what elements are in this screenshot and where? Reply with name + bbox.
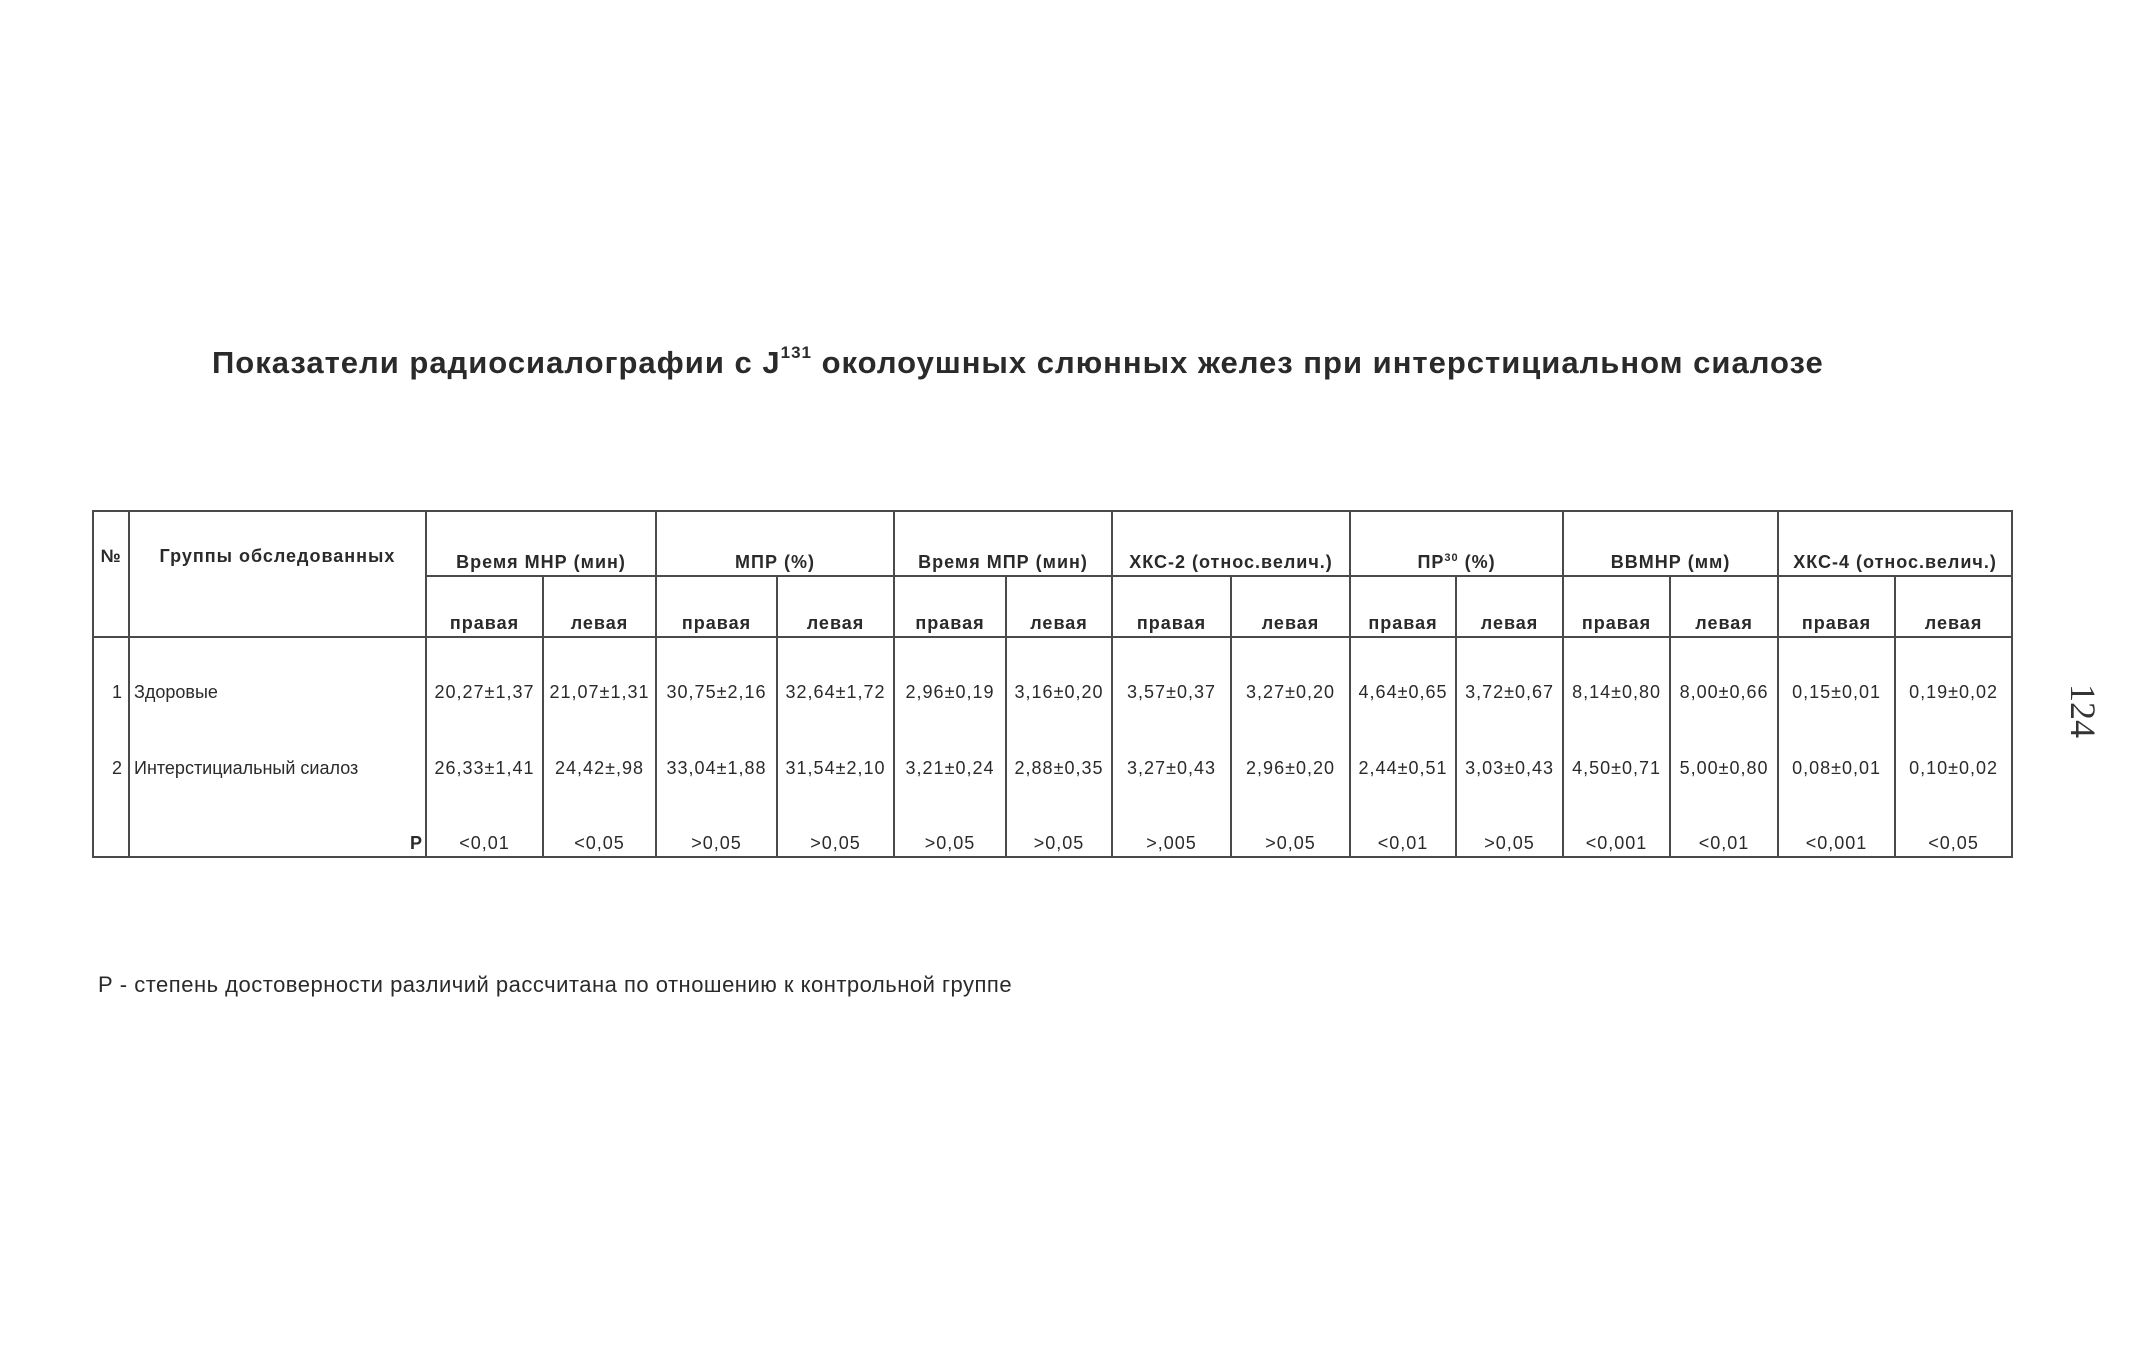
p-cell: >,005: [1112, 798, 1231, 857]
p-cell: <0,01: [1670, 798, 1778, 857]
table-row-p-value: [93, 798, 2012, 857]
p-cell: >0,05: [894, 798, 1006, 857]
subheader-left: левая: [777, 576, 894, 637]
table-cell: 8,14±0,80: [1563, 637, 1670, 738]
table-cell: 30,75±2,16: [656, 637, 777, 738]
table-cell: 3,27±0,43: [1112, 738, 1231, 798]
title-text: Показатели радиосиалографии с J: [212, 345, 781, 380]
table-cell: 4,50±0,71: [1563, 738, 1670, 798]
p-cell: <0,001: [1563, 798, 1670, 857]
subheader-left: левая: [1456, 576, 1563, 637]
p-cell: >0,05: [1006, 798, 1112, 857]
subheader-right: правая: [426, 576, 543, 637]
header-vvmnr: ВВМНР (мм): [1563, 511, 1778, 576]
p-cell: >0,05: [656, 798, 777, 857]
table-cell: 31,54±2,10: [777, 738, 894, 798]
subheader-left: левая: [1231, 576, 1350, 637]
table-cell: 3,21±0,24: [894, 738, 1006, 798]
header-pr30-superscript: 30: [1444, 552, 1459, 564]
table-row-healthy: [93, 637, 2012, 738]
table-cell: 0,15±0,01: [1778, 637, 1895, 738]
p-cell: <0,01: [426, 798, 543, 857]
table-cell: 2,96±0,19: [894, 637, 1006, 738]
table-cell: 3,72±0,67: [1456, 637, 1563, 738]
radiosialography-table: [92, 510, 2013, 858]
header-row-groups: [93, 511, 2012, 576]
footnote: Р - степень достоверности различий рассчитана по отношению к контрольной группе: [98, 972, 1013, 997]
subheader-right: правая: [1778, 576, 1895, 637]
row-number-empty: [93, 798, 129, 857]
p-cell: >0,05: [1456, 798, 1563, 857]
p-cell: <0,05: [543, 798, 656, 857]
subheader-right: правая: [1350, 576, 1456, 637]
header-xks4: ХКС-4 (относ.велич.): [1778, 511, 2012, 576]
table-cell: 2,88±0,35: [1006, 738, 1112, 798]
subheader-right: правая: [656, 576, 777, 637]
table-cell: 8,00±0,66: [1670, 637, 1778, 738]
table-cell: 2,96±0,20: [1231, 738, 1350, 798]
subheader-right: правая: [894, 576, 1006, 637]
row-number: 1: [93, 637, 129, 738]
table-cell: 3,57±0,37: [1112, 637, 1231, 738]
table-cell: 3,27±0,20: [1231, 637, 1350, 738]
p-cell: >0,05: [1231, 798, 1350, 857]
row-number: 2: [93, 738, 129, 798]
header-mpr: МПР (%): [656, 511, 894, 576]
p-cell: <0,05: [1895, 798, 2012, 857]
p-label: P: [129, 798, 426, 857]
table-cell: 0,19±0,02: [1895, 637, 2012, 738]
subheader-left: левая: [1006, 576, 1112, 637]
page-number: 124: [2063, 684, 2103, 738]
subheader-left: левая: [1895, 576, 2012, 637]
table-cell: 5,00±0,80: [1670, 738, 1778, 798]
header-mpr-time: Время МПР (мин): [894, 511, 1112, 576]
title-text-continued: околоушных слюнных желез при интерстициальном сиалозе: [812, 345, 1824, 380]
table-row-interstitial-sialosis: [93, 738, 2012, 798]
title-isotope-superscript: 131: [780, 342, 812, 362]
header-mnr-time: Время МНР (мин): [426, 511, 656, 576]
row-group-name: Интерстициальный сиалоз: [129, 738, 426, 798]
header-groups: Группы обследованных: [129, 511, 426, 637]
subheader-left: левая: [1670, 576, 1778, 637]
p-cell: <0,01: [1350, 798, 1456, 857]
table-cell: 24,42±,98: [543, 738, 656, 798]
p-cell: <0,001: [1778, 798, 1895, 857]
table-cell: 21,07±1,31: [543, 637, 656, 738]
p-cell: >0,05: [777, 798, 894, 857]
subheader-left: левая: [543, 576, 656, 637]
row-group-name: Здоровые: [129, 637, 426, 738]
subheader-right: правая: [1563, 576, 1670, 637]
table-cell: 26,33±1,41: [426, 738, 543, 798]
page-title: [212, 342, 1932, 381]
header-pr30-unit: (%): [1458, 552, 1496, 572]
table-cell: 2,44±0,51: [1350, 738, 1456, 798]
table-cell: 0,08±0,01: [1778, 738, 1895, 798]
table-cell: 32,64±1,72: [777, 637, 894, 738]
table-cell: 20,27±1,37: [426, 637, 543, 738]
table-cell: 0,10±0,02: [1895, 738, 2012, 798]
subheader-right: правая: [1112, 576, 1231, 637]
table-cell: 33,04±1,88: [656, 738, 777, 798]
header-pr30-label: ПР: [1417, 552, 1445, 572]
header-number: №: [93, 511, 129, 637]
table-cell: 3,03±0,43: [1456, 738, 1563, 798]
header-xks2: ХКС-2 (относ.велич.): [1112, 511, 1350, 576]
header-pr30: [1350, 511, 1563, 576]
table-cell: 3,16±0,20: [1006, 637, 1112, 738]
table-cell: 4,64±0,65: [1350, 637, 1456, 738]
